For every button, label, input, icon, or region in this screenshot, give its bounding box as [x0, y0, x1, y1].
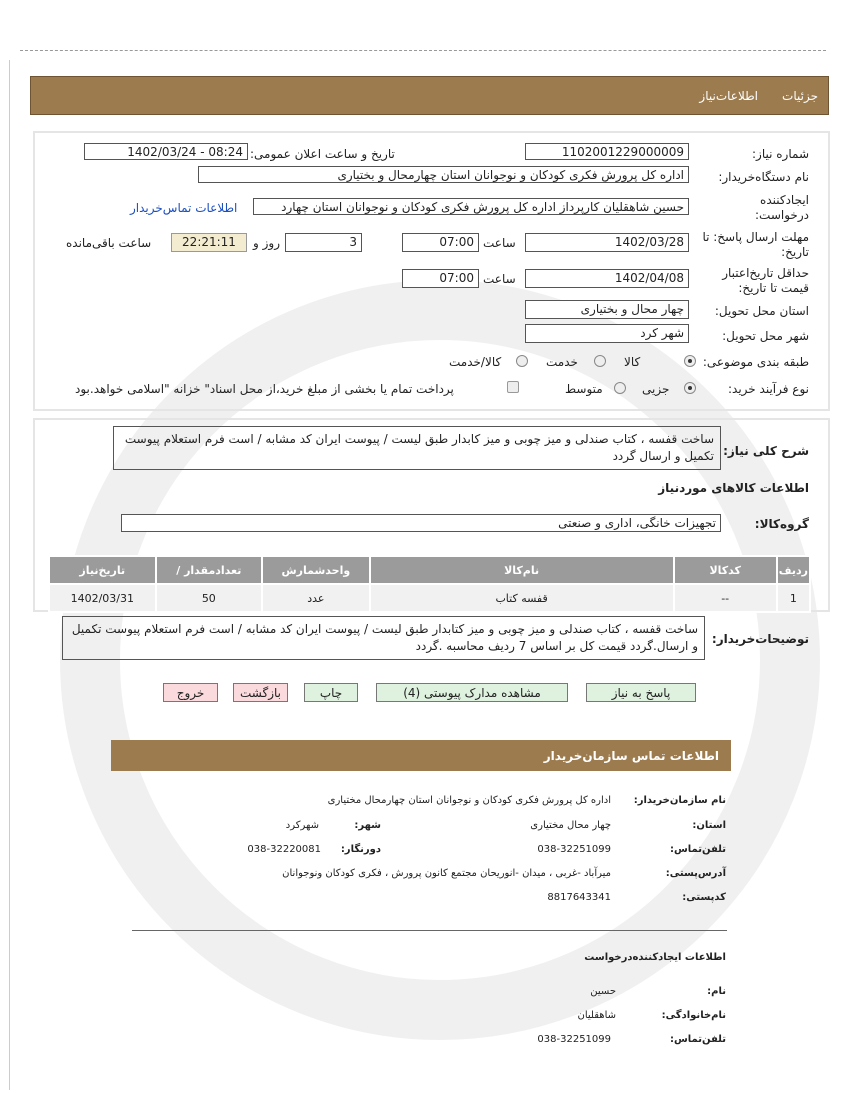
deadline-label-2: تاریخ:	[781, 245, 809, 259]
table-header-row	[49, 556, 810, 584]
cell-name: قفسه کتاب	[370, 584, 674, 612]
contact-city-label: شهر:	[354, 820, 381, 831]
remaining-label: ساعت باقی‌مانده	[66, 236, 152, 250]
buyer-notes-text: ساخت قفسه ، کتاب صندلی و میز چوبی و میز کتابدار طبق لیست / پیوست ایران کد مشابه / است فرم استعلام پیوست تکمیل و ارسال.گردد قیمت کل بر اساس 7 ردیف محاسبه .گردد	[62, 616, 705, 660]
contact-city-value: شهرکرد	[285, 820, 319, 831]
cell-date: 1402/03/31	[49, 584, 156, 612]
cell-row: 1	[777, 584, 810, 612]
category-both-radio[interactable]	[516, 355, 528, 367]
col-unit: واحدشمارش	[262, 556, 370, 584]
col-row: ردیف	[777, 556, 810, 584]
need-number-label: شماره نیاز:	[752, 147, 809, 161]
category-both-label: کالا/خدمت	[449, 355, 502, 369]
cell-code: --	[674, 584, 777, 612]
payment-note: پرداخت تمام یا بخشی از مبلغ خرید،از محل اسناد" خزانه "اسلامی خواهد.بود	[75, 382, 454, 396]
process-minor-radio[interactable]	[684, 382, 696, 394]
announce-label: تاریخ و ساعت اعلان عمومی:	[250, 147, 395, 161]
validity-time-label: ساعت	[483, 272, 516, 286]
contact-province-label: استان:	[692, 820, 726, 831]
reply-button[interactable]: پاسخ به نیاز	[586, 683, 696, 702]
goods-table	[48, 555, 811, 613]
back-button[interactable]: بازگشت	[233, 683, 288, 702]
creator-info-title: اطلاعات ایجادکننده‌درخواست	[584, 952, 726, 963]
city-field: شهر کرد	[525, 324, 689, 343]
days-field: 3	[285, 233, 362, 252]
deadline-time-label: ساعت	[483, 236, 516, 250]
category-service-label: خدمت	[546, 355, 578, 369]
cell-unit: عدد	[262, 584, 370, 612]
city-label: شهر محل تحویل:	[722, 329, 809, 343]
tab-need-info[interactable]: اطلاعات‌نیاز	[699, 89, 758, 103]
process-medium-label: متوسط	[565, 382, 603, 396]
exit-button[interactable]: خروج	[163, 683, 218, 702]
contact-phone-value: 038-32251099	[537, 844, 611, 855]
contact-phone-label: تلفن‌تماس:	[669, 844, 726, 855]
announce-field: 1402/03/24 - 08:24	[84, 143, 248, 160]
cell-qty: 50	[156, 584, 262, 612]
table-row	[49, 584, 810, 612]
deadline-time-field: 07:00	[402, 233, 479, 252]
col-name: نام‌کالا	[370, 556, 674, 584]
details-header	[30, 76, 829, 115]
deadline-date-field: 1402/03/28	[525, 233, 689, 252]
validity-label-2: قیمت تا تاریخ:	[738, 281, 809, 295]
province-label: استان محل تحویل:	[714, 304, 809, 318]
buyer-contact-link[interactable]: اطلاعات تماس‌خریدار	[130, 201, 238, 215]
col-qty: تعدادمقدار /	[156, 556, 262, 584]
creator-label-2: درخواست:	[755, 208, 809, 222]
remaining-time: 22:21:11	[171, 233, 247, 252]
org-value: اداره کل پرورش فکری کودکان و نوجوانان استان چهارمحال مختیاری	[327, 795, 611, 806]
category-service-radio[interactable]	[594, 355, 606, 367]
goods-group-field: تجهیزات خانگی، اداری و صنعتی	[121, 514, 721, 532]
category-label: طبقه بندی موضوعی:	[702, 355, 809, 369]
contact-divider	[132, 930, 727, 931]
col-date: تاریخ‌نیاز	[49, 556, 156, 584]
creator-family-value: شاهقلیان	[577, 1010, 616, 1021]
goods-group-label: گروه‌کالا:	[754, 517, 809, 531]
category-goods-label: کالا	[624, 355, 641, 369]
contact-province-value: چهار محال مختیاری	[530, 820, 611, 831]
days-label: روز و	[253, 236, 280, 250]
attachments-button[interactable]: مشاهده مدارک پیوستی (4)	[376, 683, 568, 702]
contact-title: اطلاعات تماس سازمان‌خریدار	[543, 749, 719, 763]
validity-date-field: 1402/04/08	[525, 269, 689, 288]
col-code: کدکالا	[674, 556, 777, 584]
creator-label: ایجادکننده	[760, 193, 809, 207]
creator-name-value: حسین	[590, 986, 616, 997]
top-divider	[20, 50, 826, 51]
province-field: چهار محال و بختیاری	[525, 300, 689, 319]
need-number-field: 1102001229000009	[525, 143, 689, 160]
buyer-label: نام دستگاه‌خریدار:	[718, 170, 809, 184]
goods-info-title: اطلاعات کالاهای موردنیاز	[658, 481, 809, 495]
process-label: نوع فرآیند خرید:	[728, 382, 809, 396]
buyer-field: اداره کل پرورش فکری کودکان و نوجوانان استان چهارمحال و بختیاری	[198, 166, 689, 183]
creator-field: حسین شاهقلیان کارپرداز اداره کل پرورش فکری کودکان و نوجوانان استان چهارد	[253, 198, 689, 215]
summary-text: ساخت قفسه ، کتاب صندلی و میز چوبی و میز کابدار طبق لیست / پیوست ایران کد مشابه / است فرم استعلام پیوست تکمیل و ارسال گردد	[113, 426, 721, 470]
address-label: آدرس‌پستی:	[665, 868, 726, 879]
print-button[interactable]: چاپ	[304, 683, 358, 702]
process-medium-radio[interactable]	[614, 382, 626, 394]
creator-phone-value: 038-32251099	[537, 1034, 611, 1045]
summary-label: شرح کلی نیاز:	[723, 444, 809, 458]
buyer-notes-label: توضیحات‌خریدار:	[711, 632, 809, 646]
category-goods-radio[interactable]	[684, 355, 696, 367]
postal-value: 8817643341	[547, 892, 611, 903]
contact-header	[111, 740, 731, 771]
process-minor-label: جزیی	[642, 382, 670, 396]
postal-label: کد‌پستی:	[682, 892, 726, 903]
validity-label: حداقل تاریخ‌اعتبار	[722, 266, 809, 280]
fax-label: دورنگار:	[340, 844, 381, 855]
creator-family-label: نام‌خانوادگی:	[661, 1010, 726, 1021]
tab-details[interactable]: جزئیات	[782, 89, 818, 103]
payment-checkbox[interactable]	[507, 381, 519, 393]
deadline-label: مهلت ارسال پاسخ: تا	[702, 230, 809, 244]
left-border	[9, 60, 10, 1090]
validity-time-field: 07:00	[402, 269, 479, 288]
address-value: میرآباد -غربی ، میدان -انوریحان مجتمع کانون پرورش ، فکری کودکان ونوجوانان	[282, 868, 611, 879]
fax-value: 038-32220081	[247, 844, 321, 855]
creator-phone-label: تلفن‌تماس:	[669, 1034, 726, 1045]
creator-name-label: نام:	[707, 986, 726, 997]
org-label: نام سازمان‌خریدار:	[633, 795, 726, 806]
